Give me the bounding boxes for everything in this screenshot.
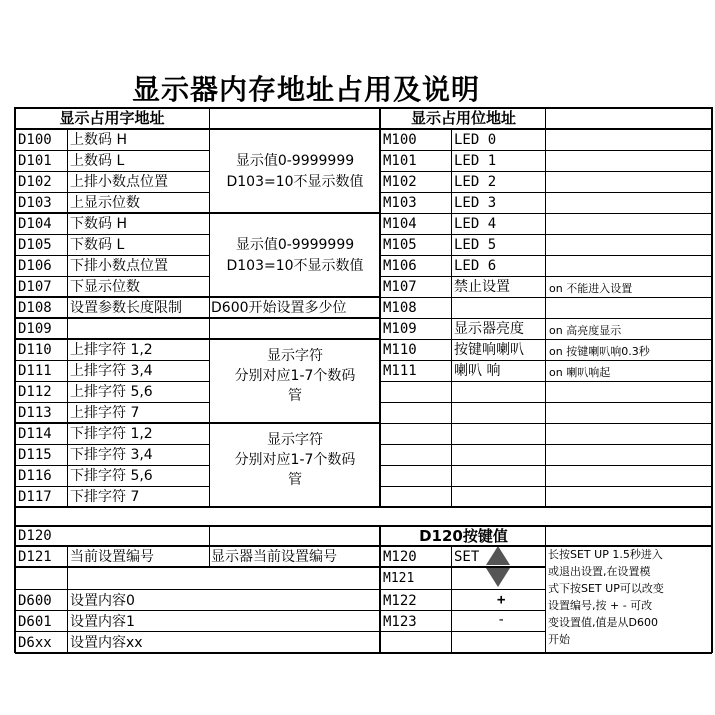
bit-row-desc: LED 0 bbox=[454, 132, 497, 148]
bit-row-note: on 不能进入设置 bbox=[549, 282, 633, 295]
lower-note-line2: D103=10不显示数值 bbox=[226, 258, 364, 274]
bottom-row-desc: 设置内容xx bbox=[70, 635, 143, 651]
bottom-row-desc: 设置内容0 bbox=[70, 593, 135, 609]
table-row-desc: 下排字符 3,4 bbox=[70, 447, 153, 463]
table-row-addr: D117 bbox=[18, 489, 52, 505]
upper-note-line1: 显示值0-9999999 bbox=[235, 153, 355, 169]
bottom-row-addr: D601 bbox=[18, 614, 52, 630]
table-row-desc: 上显示位数 bbox=[70, 195, 140, 211]
bit-row-addr: M106 bbox=[383, 258, 417, 274]
bit-row-addr: M110 bbox=[383, 342, 417, 358]
bit-row-addr: M109 bbox=[383, 321, 417, 337]
table-row-addr: D100 bbox=[18, 132, 52, 148]
lower-char-note bbox=[210, 430, 380, 490]
table-row-addr: D105 bbox=[18, 237, 52, 253]
bit-row-desc: LED 1 bbox=[454, 153, 497, 169]
bit-row-addr: M111 bbox=[383, 363, 417, 379]
bit-row-desc: LED 6 bbox=[454, 258, 497, 274]
bottom-row-desc: 当前设置编号 bbox=[70, 549, 154, 565]
char-lower-line1: 显示字符 bbox=[267, 432, 323, 448]
key-note-line: 设置编号,按 + - 可改 bbox=[548, 599, 653, 612]
right-section-header: 显示占用位地址 bbox=[410, 109, 516, 127]
table-row-desc: 下排小数点位置 bbox=[70, 258, 168, 274]
lower-note-line1: 显示值0-9999999 bbox=[235, 237, 355, 253]
bottom-row-addr: D121 bbox=[18, 549, 52, 565]
bit-row-note: on 喇叭响起 bbox=[549, 366, 611, 379]
bit-row-addr: M102 bbox=[383, 174, 417, 190]
key-value-header: D120按键值 bbox=[419, 527, 508, 545]
table-row-addr: D108 bbox=[18, 300, 52, 316]
bottom-row-addr: D600 bbox=[18, 593, 52, 609]
table-row-addr: D109 bbox=[18, 321, 52, 337]
table-row-desc: 下排字符 5,6 bbox=[70, 468, 153, 484]
bottom-row-addr: D6xx bbox=[18, 635, 52, 651]
bit-row-desc: LED 4 bbox=[454, 216, 497, 232]
table-row-desc: 上排字符 3,4 bbox=[70, 363, 153, 379]
key-row-label: + bbox=[497, 592, 506, 608]
key-note-line: 或退出设置,在设置模 bbox=[548, 565, 651, 578]
key-row-addr: M121 bbox=[383, 571, 415, 586]
key-note-line: 式下按SET UP可以改变 bbox=[548, 582, 664, 595]
table-row-desc: 下显示位数 bbox=[70, 279, 140, 295]
table-row-addr: D115 bbox=[18, 447, 52, 463]
upper-char-note bbox=[210, 346, 380, 406]
bit-row-desc: LED 5 bbox=[454, 237, 497, 253]
table-row-desc: 下排字符 7 bbox=[70, 489, 140, 505]
bit-row-desc: LED 2 bbox=[454, 174, 497, 190]
bit-row-desc: 按键响喇叭 bbox=[454, 342, 524, 358]
table-row-addr: D104 bbox=[18, 216, 52, 232]
table-row-desc: 上排字符 5,6 bbox=[70, 384, 153, 400]
bit-row-addr: M100 bbox=[383, 132, 417, 148]
bit-row-addr: M104 bbox=[383, 216, 417, 232]
bottom-row-addr: D120 bbox=[18, 528, 52, 544]
table-row-addr: D116 bbox=[18, 468, 52, 484]
table-row-desc: 上排小数点位置 bbox=[70, 174, 168, 190]
table-row-addr: D103 bbox=[18, 195, 52, 211]
table-row-desc: 下排字符 1,2 bbox=[70, 426, 153, 442]
char-upper-line2: 分别对应1-7个数码 bbox=[234, 368, 356, 384]
left-section-header: 显示占用字地址 bbox=[59, 109, 165, 127]
table-row-addr: D106 bbox=[18, 258, 52, 274]
upper-display-note bbox=[210, 151, 380, 193]
table-row-addr: D101 bbox=[18, 153, 52, 169]
table-row-desc: 上排字符 1,2 bbox=[70, 342, 153, 358]
table-row-addr: D111 bbox=[18, 363, 52, 379]
char-lower-line3: 管 bbox=[288, 472, 302, 488]
key-row-addr: M123 bbox=[383, 614, 417, 630]
table-row-desc: 下数码 L bbox=[70, 237, 125, 253]
table-row-addr: D102 bbox=[18, 174, 52, 190]
key-row-label: SET bbox=[454, 549, 480, 565]
bit-row-desc: 禁止设置 bbox=[454, 279, 510, 295]
table-row-desc: 上排字符 7 bbox=[70, 405, 140, 421]
key-note-line: 变设置值,值是从D600 bbox=[548, 616, 658, 629]
upper-note-line2: D103=10不显示数值 bbox=[226, 174, 364, 190]
lower-display-note bbox=[210, 235, 380, 277]
page-title: 显示器内存地址占用及说明 bbox=[131, 73, 480, 106]
bottom-row-note: 显示器当前设置编号 bbox=[211, 549, 337, 565]
bit-row-addr: M108 bbox=[383, 300, 417, 316]
bit-row-desc: LED 3 bbox=[454, 195, 497, 211]
up-triangle-icon bbox=[486, 546, 510, 565]
table-row-addr: D110 bbox=[18, 342, 52, 358]
char-lower-line2: 分别对应1-7个数码 bbox=[234, 452, 356, 468]
table-row-desc: 上数码 L bbox=[70, 153, 125, 169]
bit-row-note: on 高亮度显示 bbox=[549, 324, 622, 337]
table-row-addr: D113 bbox=[18, 405, 52, 421]
d108-note: D600开始设置多少位 bbox=[211, 300, 347, 316]
bit-row-addr: M101 bbox=[383, 153, 417, 169]
key-note-line: 长按SET UP 1.5秒进入 bbox=[548, 548, 663, 561]
bit-row-addr: M105 bbox=[383, 237, 417, 253]
table-row-desc: 下数码 H bbox=[70, 216, 127, 232]
char-upper-line1: 显示字符 bbox=[267, 348, 323, 364]
key-note-line: 开始 bbox=[548, 633, 570, 646]
down-triangle-icon bbox=[486, 568, 510, 587]
table-row-addr: D112 bbox=[18, 384, 52, 400]
key-row-addr: M122 bbox=[383, 593, 417, 609]
key-row-addr: M120 bbox=[383, 549, 417, 565]
char-upper-line3: 管 bbox=[288, 388, 302, 404]
table-row-addr: D114 bbox=[18, 426, 52, 442]
bottom-row-desc: 设置内容1 bbox=[70, 614, 135, 630]
bit-row-addr: M107 bbox=[383, 279, 417, 295]
bit-row-addr: M103 bbox=[383, 195, 417, 211]
table-row-desc: 设置参数长度限制 bbox=[70, 300, 182, 316]
table-row-addr: D107 bbox=[18, 279, 52, 295]
table-row-desc: 上数码 H bbox=[70, 132, 127, 148]
bit-row-note: on 按键喇叭响0.3秒 bbox=[549, 345, 650, 358]
key-row-label: - bbox=[497, 612, 506, 628]
bit-row-desc: 喇叭 响 bbox=[454, 363, 501, 379]
bit-row-desc: 显示器亮度 bbox=[454, 321, 524, 337]
